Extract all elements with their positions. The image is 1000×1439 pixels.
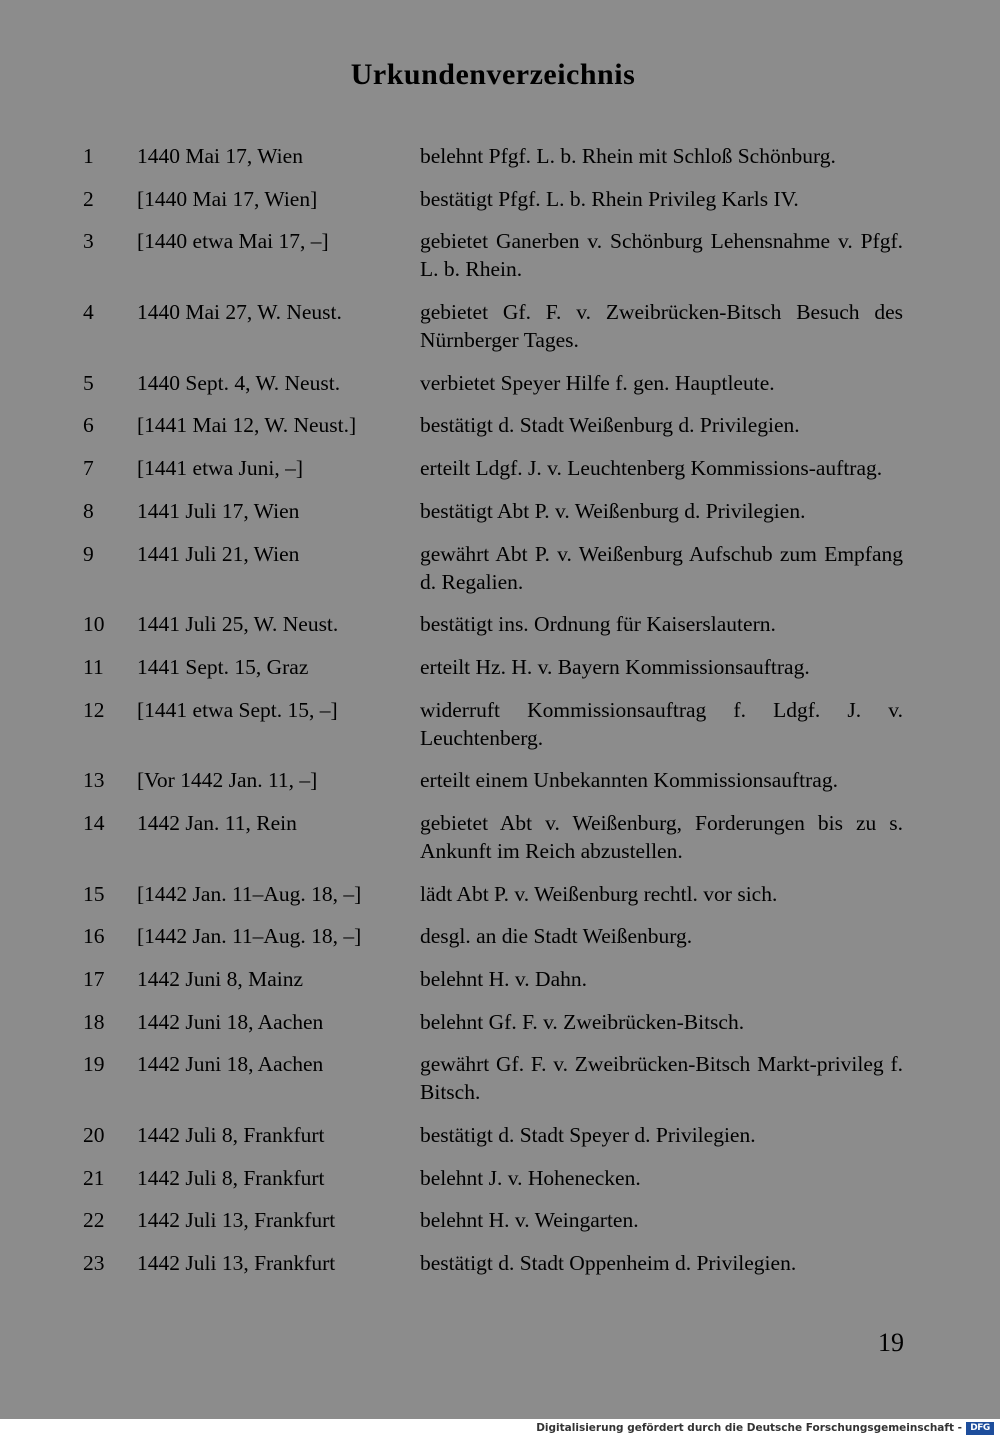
document-list <box>0 142 1000 1292</box>
entry-description: belehnt H. v. Dahn. <box>420 967 587 991</box>
entry-number: 16 <box>83 924 105 949</box>
entry-number: 22 <box>83 1208 105 1233</box>
entry-description: belehnt H. v. Weingarten. <box>420 1208 639 1233</box>
list-item <box>0 766 1000 794</box>
entry-description: bestätigt d. Stadt Oppenheim d. Privilegien. <box>420 1251 797 1276</box>
entry-date: 1441 Sept. 15, Graz <box>137 654 309 679</box>
entry-description: gewährt Gf. F. v. Zweibrücken-Bitsch Markt-privileg f. Bitsch. <box>420 1052 903 1105</box>
entry-description: verbietet Speyer Hilfe f. gen. Hauptleute. <box>420 370 775 395</box>
entry-date: 1441 Juli 21, Wien <box>137 541 300 566</box>
list-item <box>0 411 1000 439</box>
list-item <box>0 1121 1000 1149</box>
dfg-logo-icon: DFG <box>966 1422 994 1435</box>
entry-number: 3 <box>83 229 94 254</box>
list-item <box>0 1164 1000 1192</box>
entry-description: bestätigt Abt P. v. Weißenburg d. Privilegien. <box>420 498 806 523</box>
entry-date: 1442 Juli 13, Frankfurt <box>137 1208 336 1233</box>
entry-number: 10 <box>83 612 105 637</box>
entry-description: gebietet Abt v. Weißenburg, Forderungen bis zu s. Ankunft im Reich abzustellen. <box>420 810 903 863</box>
entry-number: 1 <box>83 144 94 168</box>
list-item <box>0 227 1000 283</box>
entry-description: lädt Abt P. v. Weißenburg rechtl. vor sich. <box>420 881 778 906</box>
entry-description: erteilt Hz. H. v. Bayern Kommissionsauftrag. <box>420 654 810 679</box>
entry-date: [1442 Jan. 11–Aug. 18, –] <box>137 881 362 906</box>
entry-date: 1440 Sept. 4, W. Neust. <box>137 370 341 395</box>
entry-number: 18 <box>83 1009 105 1034</box>
entry-date: [1441 etwa Juni, –] <box>137 456 303 481</box>
entry-description: belehnt J. v. Hohenecken. <box>420 1165 641 1190</box>
entry-date: [1440 etwa Mai 17, –] <box>137 229 329 254</box>
entry-number: 23 <box>83 1251 105 1276</box>
list-item <box>0 298 1000 354</box>
list-item <box>0 809 1000 865</box>
entry-date: 1440 Mai 17, Wien <box>137 144 303 168</box>
entry-date: 1442 Juni 18, Aachen <box>137 1052 324 1077</box>
entry-date: 1442 Juni 18, Aachen <box>137 1009 324 1034</box>
entry-description: gebietet Ganerben v. Schönburg Lehensnahme v. Pfgf. L. b. Rhein. <box>420 229 903 282</box>
list-item <box>0 880 1000 908</box>
list-item <box>0 610 1000 638</box>
entry-date: [1440 Mai 17, Wien] <box>137 186 318 211</box>
entry-number: 7 <box>83 456 94 481</box>
list-item <box>0 653 1000 681</box>
entry-number: 5 <box>83 370 94 395</box>
entry-number: 15 <box>83 881 105 906</box>
entry-date: 1441 Juli 25, W. Neust. <box>137 612 339 637</box>
funding-notice: Digitalisierung gefördert durch die Deutsche Forschungsgemeinschaft - <box>536 1422 962 1434</box>
list-item <box>0 1249 1000 1277</box>
list-item <box>0 454 1000 482</box>
entry-date: 1442 Jan. 11, Rein <box>137 810 297 835</box>
entry-description: desgl. an die Stadt Weißenburg. <box>420 924 693 949</box>
entry-number: 17 <box>83 967 105 991</box>
entry-number: 12 <box>83 697 105 722</box>
entry-description: bestätigt ins. Ordnung für Kaiserslautern. <box>420 612 776 637</box>
entry-date: 1442 Juli 8, Frankfurt <box>137 1165 325 1190</box>
entry-date: [1441 Mai 12, W. Neust.] <box>137 413 357 438</box>
entry-date: 1442 Juli 13, Frankfurt <box>137 1251 336 1276</box>
entry-number: 9 <box>83 541 94 566</box>
entry-date: 1441 Juli 17, Wien <box>137 498 300 523</box>
list-item <box>0 696 1000 752</box>
entry-description: gewährt Abt P. v. Weißenburg Aufschub zum Empfang d. Regalien. <box>420 541 903 594</box>
list-item <box>0 369 1000 397</box>
entry-date: [1442 Jan. 11–Aug. 18, –] <box>137 924 362 949</box>
entry-number: 21 <box>83 1165 105 1190</box>
entry-description: belehnt Gf. F. v. Zweibrücken-Bitsch. <box>420 1009 745 1034</box>
entry-number: 14 <box>83 810 105 835</box>
entry-number: 19 <box>83 1052 105 1077</box>
entry-date: [1441 etwa Sept. 15, –] <box>137 697 338 722</box>
entry-number: 4 <box>83 300 94 325</box>
entry-date: [Vor 1442 Jan. 11, –] <box>137 768 318 793</box>
list-item <box>0 1008 1000 1036</box>
entry-number: 2 <box>83 186 94 211</box>
entry-date: 1440 Mai 27, W. Neust. <box>137 300 342 325</box>
list-item <box>0 922 1000 950</box>
entry-description: belehnt Pfgf. L. b. Rhein mit Schloß Schönburg. <box>420 144 836 168</box>
entry-number: 11 <box>83 654 104 679</box>
footer <box>0 1419 1000 1439</box>
entry-number: 20 <box>83 1123 105 1148</box>
entry-description: erteilt einem Unbekannten Kommissionsauftrag. <box>420 768 838 793</box>
entry-date: 1442 Juli 8, Frankfurt <box>137 1123 325 1148</box>
list-item <box>0 1206 1000 1234</box>
list-item <box>0 185 1000 213</box>
list-item <box>0 497 1000 525</box>
entry-number: 13 <box>83 768 105 793</box>
entry-description: bestätigt d. Stadt Weißenburg d. Privilegien. <box>420 413 800 438</box>
list-item <box>0 540 1000 596</box>
list-item <box>0 965 1000 993</box>
entry-number: 6 <box>83 413 94 438</box>
list-item <box>0 1050 1000 1106</box>
page-number: 19 <box>878 1328 904 1357</box>
entry-description: erteilt Ldgf. J. v. Leuchtenberg Kommissions-auftrag. <box>420 456 883 481</box>
page-title: Urkundenverzeichnis <box>350 58 636 91</box>
entry-description: widerruft Kommissionsauftrag f. Ldgf. J. v. Leuchtenberg. <box>420 697 903 750</box>
entry-number: 8 <box>83 498 94 523</box>
list-item <box>0 142 1000 170</box>
entry-description: bestätigt d. Stadt Speyer d. Privilegien. <box>420 1123 756 1148</box>
entry-date: 1442 Juni 8, Mainz <box>137 967 304 991</box>
entry-description: bestätigt Pfgf. L. b. Rhein Privileg Karls IV. <box>420 186 799 211</box>
entry-description: gebietet Gf. F. v. Zweibrücken-Bitsch Besuch des Nürnberger Tages. <box>420 300 903 353</box>
